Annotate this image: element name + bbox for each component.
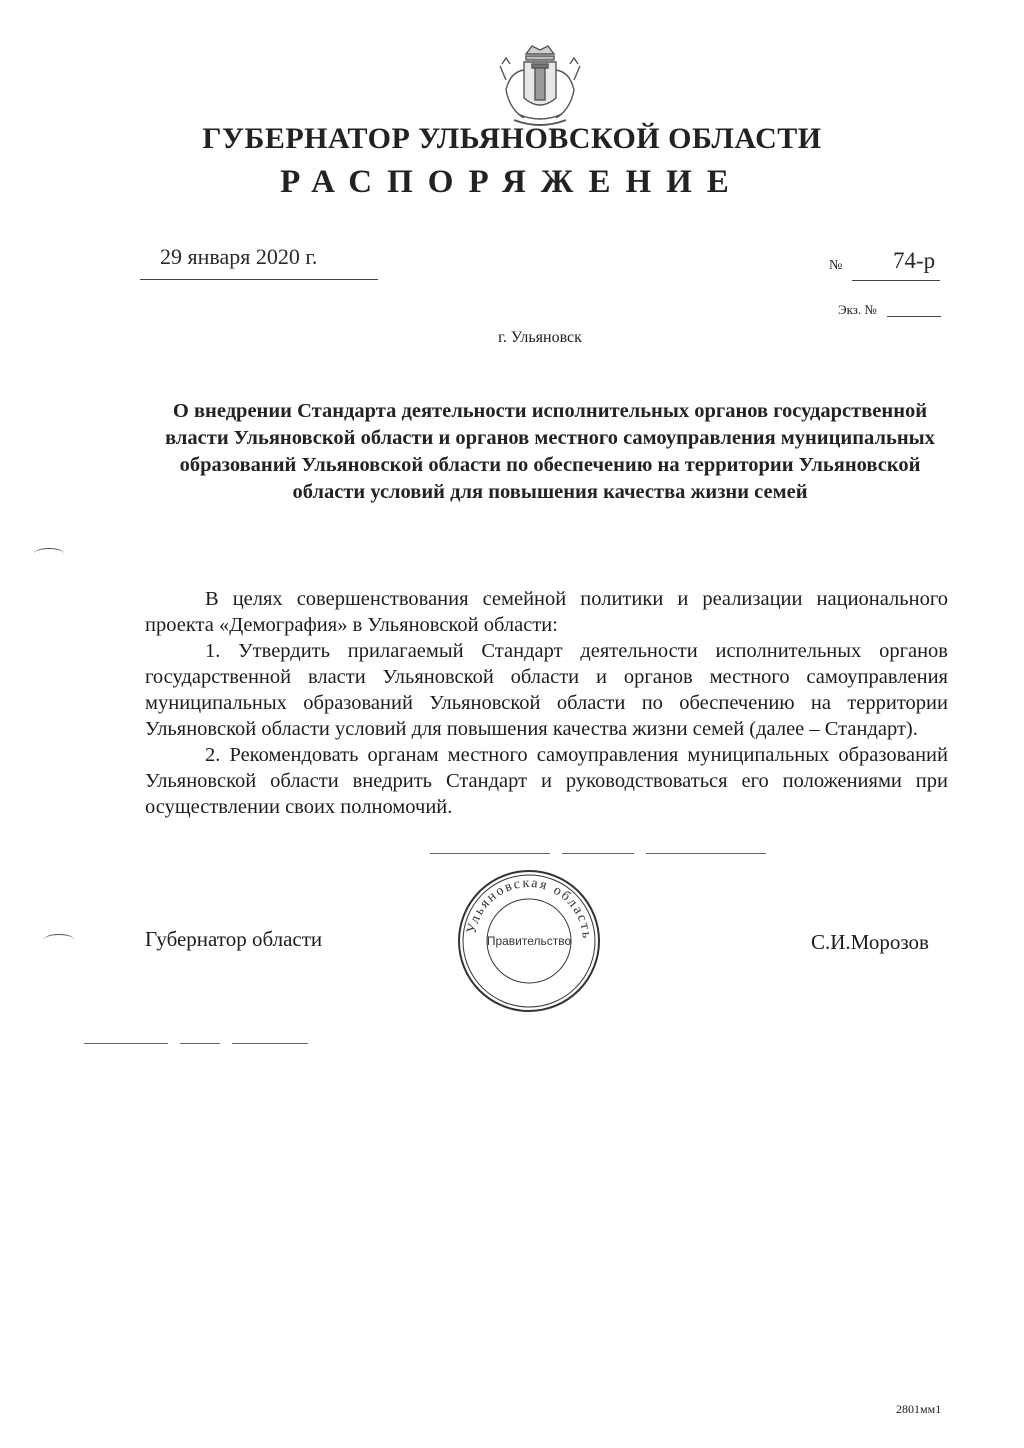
document-date: 29 января 2020 г.	[160, 244, 318, 269]
place-of-issue: г. Ульяновск	[498, 329, 582, 346]
item-2-paragraph: 2. Рекомендовать органам местного самоуправления муниципальных образований Ульяновской области внедрить Стандарт и руководствоваться его положениями при осуществлении своих полномочий.	[145, 744, 948, 818]
item-1-paragraph: 1. Утвердить прилагаемый Стандарт деятельности исполнительных органов государственной власти Ульяновской области и органов местного самоуправления муниципальных образований Ульяновской области по обеспечению на территории Ульяновской области условий для повышения качества жизни семей (далее – Стандарт).	[145, 640, 948, 740]
copy-number-underline	[887, 316, 941, 317]
copy-number-label: Экз. №	[838, 302, 877, 317]
svg-text:Правительство: Правительство	[486, 934, 572, 948]
closing-dash-1	[430, 853, 550, 854]
official-seal-icon	[456, 868, 602, 1014]
document-subject: О внедрении Стандарта деятельности исполнительных органов государственной власти Ульяновской области и органов местного самоуправления муниципальных образований Ульяновской области по обеспечению на территории Ульяновской области условий для повышения качества жизни семей	[165, 400, 935, 503]
date-underline	[140, 279, 378, 280]
intro-paragraph: В целях совершенствования семейной политики и реализации национального проекта «Демография» в Ульяновской области:	[145, 588, 948, 636]
coat-of-arms-icon	[496, 40, 584, 130]
document-reference-code: 2801мм1	[896, 1402, 942, 1416]
document-number: 74-р	[893, 248, 936, 273]
signatory-title: Губернатор области	[145, 927, 323, 951]
number-underline	[852, 280, 940, 281]
margin-dash-2	[180, 1043, 220, 1044]
svg-text:Ульяновская область: Ульяновская область	[464, 875, 595, 941]
margin-dash-3	[232, 1043, 308, 1044]
document-type: РАСПОРЯЖЕНИЕ	[280, 164, 744, 200]
issuing-authority: ГУБЕРНАТОР УЛЬЯНОВСКОЙ ОБЛАСТИ	[202, 122, 822, 155]
margin-mark-bottom	[44, 934, 74, 945]
closing-dash-3	[646, 853, 766, 854]
signatory-name: С.И.Морозов	[811, 930, 929, 954]
closing-dash-2	[562, 853, 634, 854]
margin-mark-top	[34, 548, 64, 559]
number-label: №	[829, 258, 843, 273]
document-body	[145, 586, 948, 820]
margin-dash-1	[84, 1043, 168, 1044]
